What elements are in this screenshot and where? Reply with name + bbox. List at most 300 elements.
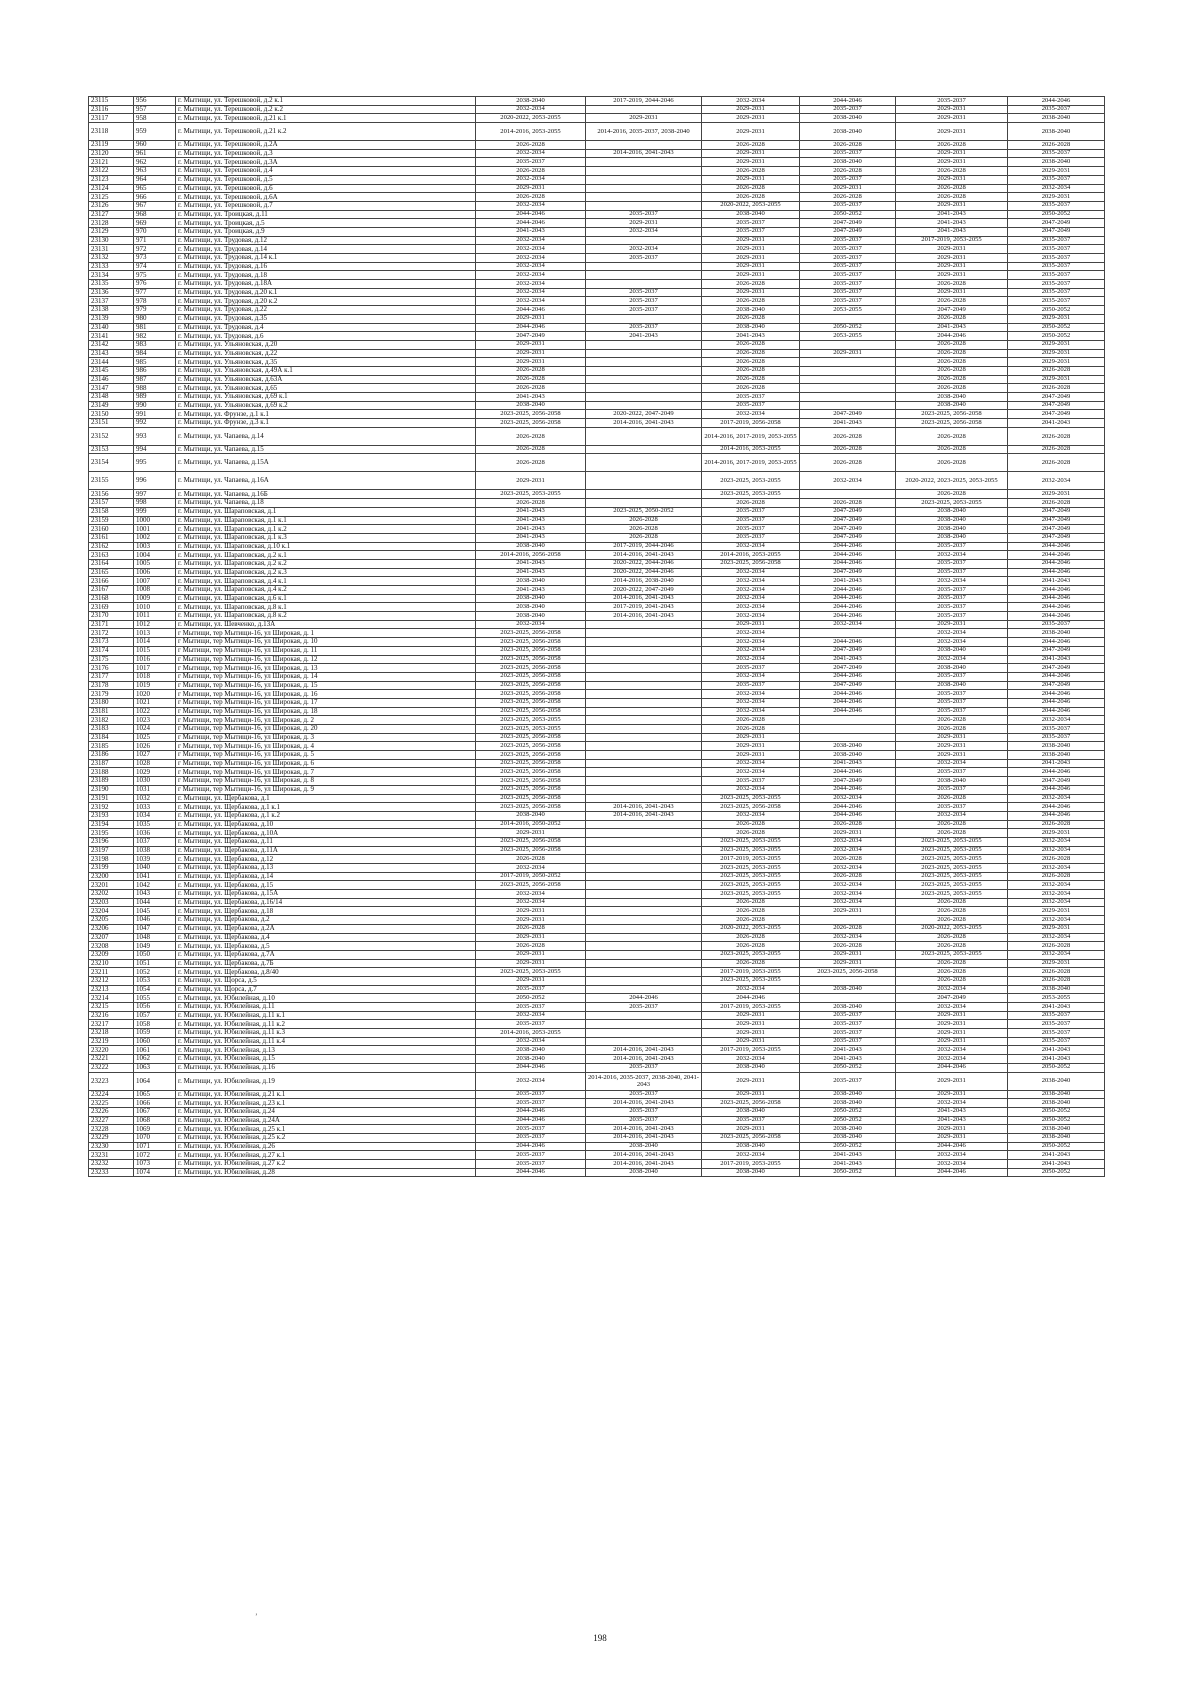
cell-row-number: 1024 xyxy=(134,725,176,734)
cell-period-3: 2017-2019, 2053-2055 xyxy=(702,968,800,977)
cell-row-number: 965 xyxy=(134,184,176,193)
cell-period-6: 2044-2046 xyxy=(1008,707,1105,716)
cell-period-4: 2047-2049 xyxy=(800,664,896,673)
cell-row-id: 23192 xyxy=(89,803,134,812)
cell-period-5: 2026-2028 xyxy=(896,454,1008,472)
cell-row-number: 1011 xyxy=(134,612,176,621)
cell-period-5: 2023-2025, 2053-2055 xyxy=(896,837,1008,846)
cell-period-1: 2044-2046 xyxy=(476,1142,586,1151)
cell-period-4: 2047-2049 xyxy=(800,777,896,786)
cell-period-6: 2032-2034 xyxy=(1008,864,1105,873)
cell-row-id: 23164 xyxy=(89,559,134,568)
cell-period-5: 2026-2028 xyxy=(896,427,1008,445)
cell-row-id: 23213 xyxy=(89,985,134,994)
cell-period-4: 2029-2031 xyxy=(800,829,896,838)
cell-period-2 xyxy=(586,620,702,629)
cell-period-5: 2026-2028 xyxy=(896,297,1008,306)
cell-address: г. Мытищи, ул. Юбилейная, д.10 xyxy=(176,994,476,1003)
cell-period-5: 2044-2046 xyxy=(896,1063,1008,1072)
cell-period-6: 2047-2049 xyxy=(1008,410,1105,419)
cell-period-5: 2029-2031 xyxy=(896,149,1008,158)
cell-address: г Мытищи, тер Мытищи-16, ул Широкая, д. 2 xyxy=(176,716,476,725)
cell-row-number: 1002 xyxy=(134,533,176,542)
cell-row-id: 23151 xyxy=(89,419,134,428)
cell-row-number: 985 xyxy=(134,358,176,367)
cell-row-id: 23121 xyxy=(89,158,134,167)
register-table-container xyxy=(88,96,1104,1177)
table-row xyxy=(89,167,1105,176)
table-row xyxy=(89,288,1105,297)
cell-period-5: 2023-2025, 2053-2055 xyxy=(896,855,1008,864)
cell-period-3: 2026-2028 xyxy=(702,358,800,367)
table-row xyxy=(89,837,1105,846)
cell-period-3: 2026-2028 xyxy=(702,829,800,838)
cell-row-number: 966 xyxy=(134,193,176,202)
cell-period-1: 2023-2025, 2056-2058 xyxy=(476,690,586,699)
cell-period-4: 2050-2052 xyxy=(800,1063,896,1072)
table-row xyxy=(89,184,1105,193)
cell-row-id: 23127 xyxy=(89,210,134,219)
cell-address: г. Мытищи, ул. Трудовая, д.14 к.1 xyxy=(176,254,476,263)
cell-period-6: 2035-2037 xyxy=(1008,620,1105,629)
cell-period-5: 2026-2028 xyxy=(896,349,1008,358)
cell-period-2 xyxy=(586,681,702,690)
cell-row-number: 1061 xyxy=(134,1046,176,1055)
cell-address: г. Мытищи, ул. Щербакова, д.16/14 xyxy=(176,898,476,907)
cell-period-5: 2017-2019, 2053-2055 xyxy=(896,236,1008,245)
cell-row-id: 23176 xyxy=(89,664,134,673)
cell-address: г. Мытищи, ул. Юбилейная, д.11 к.2 xyxy=(176,1020,476,1029)
cell-row-id: 23175 xyxy=(89,655,134,664)
cell-period-6: 2038-2040 xyxy=(1008,1099,1105,1108)
cell-period-4 xyxy=(800,716,896,725)
cell-period-3: 2035-2037 xyxy=(702,507,800,516)
table-row xyxy=(89,777,1105,786)
cell-period-5: 2026-2028 xyxy=(896,375,1008,384)
cell-period-6: 2050-2052 xyxy=(1008,1168,1105,1177)
cell-period-5: 2023-2025, 2053-2055 xyxy=(896,950,1008,959)
cell-period-4: 2035-2037 xyxy=(800,1011,896,1020)
cell-address: г. Мытищи, ул. Шараповская, д.1 к.1 xyxy=(176,516,476,525)
cell-period-5: 2044-2046 xyxy=(896,1168,1008,1177)
cell-period-2: 2035-2037 xyxy=(586,306,702,315)
cell-period-6: 2026-2028 xyxy=(1008,384,1105,393)
cell-period-4: 2026-2028 xyxy=(800,855,896,864)
cell-address: г. Мытищи, ул. Юбилейная, д.13 xyxy=(176,1046,476,1055)
cell-row-number: 1010 xyxy=(134,603,176,612)
cell-period-2 xyxy=(586,777,702,786)
cell-period-6: 2026-2028 xyxy=(1008,872,1105,881)
cell-period-1: 2023-2025, 2056-2058 xyxy=(476,664,586,673)
table-row xyxy=(89,1055,1105,1064)
cell-period-5: 2026-2028 xyxy=(896,280,1008,289)
cell-address: г. Мытищи, ул. Терешковой, д.2А xyxy=(176,141,476,150)
cell-address: г. Мытищи, ул. Чапаева, д.15А xyxy=(176,454,476,472)
cell-period-6: 2041-2043 xyxy=(1008,655,1105,664)
cell-period-2: 2014-2016, 2041-2043 xyxy=(586,1055,702,1064)
cell-address: г. Мытищи, ул. Трудовая, д.18А xyxy=(176,280,476,289)
cell-period-3: 2032-2034 xyxy=(702,594,800,603)
cell-period-4: 2032-2034 xyxy=(800,864,896,873)
cell-period-4: 2035-2037 xyxy=(800,1072,896,1090)
cell-period-2 xyxy=(586,855,702,864)
cell-period-6: 2047-2049 xyxy=(1008,219,1105,228)
cell-period-1: 2035-2037 xyxy=(476,1099,586,1108)
cell-row-id: 23172 xyxy=(89,629,134,638)
cell-row-number: 1001 xyxy=(134,525,176,534)
cell-period-6: 2032-2034 xyxy=(1008,916,1105,925)
cell-period-6: 2044-2046 xyxy=(1008,603,1105,612)
table-row xyxy=(89,158,1105,167)
cell-period-6: 2047-2049 xyxy=(1008,681,1105,690)
cell-row-number: 1064 xyxy=(134,1072,176,1090)
cell-period-3: 2029-2031 xyxy=(702,1072,800,1090)
cell-row-number: 980 xyxy=(134,314,176,323)
table-row xyxy=(89,759,1105,768)
cell-period-2 xyxy=(586,1011,702,1020)
cell-row-number: 987 xyxy=(134,375,176,384)
cell-period-6: 2041-2043 xyxy=(1008,1046,1105,1055)
cell-period-6: 2035-2037 xyxy=(1008,1020,1105,1029)
cell-row-number: 1038 xyxy=(134,846,176,855)
cell-row-id: 23182 xyxy=(89,716,134,725)
cell-period-5: 2032-2034 xyxy=(896,759,1008,768)
cell-row-number: 1063 xyxy=(134,1063,176,1072)
table-row xyxy=(89,612,1105,621)
cell-period-6: 2041-2043 xyxy=(1008,1160,1105,1169)
cell-period-6: 2035-2037 xyxy=(1008,175,1105,184)
cell-address: г. Мытищи, ул. Щорса, д.5 xyxy=(176,976,476,985)
cell-address: г Мытищи, тер Мытищи-16, ул Широкая, д. 16 xyxy=(176,690,476,699)
cell-period-3: 2032-2034 xyxy=(702,638,800,647)
cell-period-2 xyxy=(586,105,702,114)
cell-row-id: 23198 xyxy=(89,855,134,864)
cell-period-4: 2041-2043 xyxy=(800,1046,896,1055)
table-row xyxy=(89,254,1105,263)
cell-row-number: 1052 xyxy=(134,968,176,977)
cell-period-1: 2023-2025, 2056-2058 xyxy=(476,881,586,890)
cell-period-5: 2035-2037 xyxy=(896,785,1008,794)
table-row xyxy=(89,629,1105,638)
cell-period-5: 2035-2037 xyxy=(896,559,1008,568)
cell-period-2 xyxy=(586,794,702,803)
cell-row-number: 974 xyxy=(134,262,176,271)
cell-row-id: 23195 xyxy=(89,829,134,838)
cell-row-id: 23233 xyxy=(89,1168,134,1177)
cell-period-2: 2035-2037 xyxy=(586,1116,702,1125)
cell-period-2 xyxy=(586,890,702,899)
cell-period-1: 2029-2031 xyxy=(476,976,586,985)
cell-period-2: 2035-2037 xyxy=(586,210,702,219)
cell-period-3: 2032-2034 xyxy=(702,612,800,621)
cell-period-2 xyxy=(586,401,702,410)
cell-period-1: 2044-2046 xyxy=(476,219,586,228)
table-row xyxy=(89,855,1105,864)
cell-period-6: 2044-2046 xyxy=(1008,594,1105,603)
table-row xyxy=(89,1133,1105,1142)
cell-period-2: 2014-2016, 2035-2037, 2038-2040, 2041-2043 xyxy=(586,1072,702,1090)
cell-period-5: 2032-2034 xyxy=(896,629,1008,638)
cell-period-3: 2032-2034 xyxy=(702,1055,800,1064)
cell-row-number: 1033 xyxy=(134,803,176,812)
cell-period-2 xyxy=(586,375,702,384)
cell-period-1: 2029-2031 xyxy=(476,916,586,925)
cell-period-3: 2029-2031 xyxy=(702,123,800,141)
cell-row-id: 23120 xyxy=(89,149,134,158)
cell-period-2 xyxy=(586,707,702,716)
cell-period-1: 2032-2034 xyxy=(476,254,586,263)
cell-row-number: 958 xyxy=(134,114,176,123)
cell-period-4: 2035-2037 xyxy=(800,236,896,245)
cell-address: г. Мытищи, ул. Шараповская, д.8 к.2 xyxy=(176,612,476,621)
cell-period-4: 2029-2031 xyxy=(800,959,896,968)
cell-period-4: 2041-2043 xyxy=(800,1151,896,1160)
cell-row-number: 976 xyxy=(134,280,176,289)
cell-period-1: 2035-2037 xyxy=(476,1125,586,1134)
cell-period-3: 2032-2034 xyxy=(702,1151,800,1160)
cell-period-6: 2026-2028 xyxy=(1008,366,1105,375)
cell-period-4: 2026-2028 xyxy=(800,193,896,202)
cell-row-number: 1035 xyxy=(134,820,176,829)
cell-period-6: 2026-2028 xyxy=(1008,976,1105,985)
cell-address: г Мытищи, тер Мытищи-16, ул Широкая, д. 9 xyxy=(176,785,476,794)
table-row xyxy=(89,114,1105,123)
cell-row-id: 23139 xyxy=(89,314,134,323)
cell-period-2: 2026-2028 xyxy=(586,533,702,542)
cell-row-number: 1012 xyxy=(134,620,176,629)
cell-period-2 xyxy=(586,785,702,794)
cell-address: г. Мытищи, ул. Ульяновская, д.49А к.1 xyxy=(176,366,476,375)
cell-period-5: 2029-2031 xyxy=(896,254,1008,263)
cell-period-3: 2032-2034 xyxy=(702,759,800,768)
cell-period-1: 2023-2025, 2056-2058 xyxy=(476,410,586,419)
cell-period-1: 2026-2028 xyxy=(476,366,586,375)
cell-period-2 xyxy=(586,1029,702,1038)
cell-period-6: 2029-2031 xyxy=(1008,193,1105,202)
cell-period-1: 2023-2025, 2056-2058 xyxy=(476,803,586,812)
cell-row-id: 23189 xyxy=(89,777,134,786)
cell-period-6: 2035-2037 xyxy=(1008,280,1105,289)
cell-period-4: 2035-2037 xyxy=(800,1037,896,1046)
cell-period-6: 2035-2037 xyxy=(1008,149,1105,158)
cell-period-2 xyxy=(586,655,702,664)
cell-period-3: 2026-2028 xyxy=(702,933,800,942)
cell-period-3: 2026-2028 xyxy=(702,959,800,968)
cell-period-1: 2014-2016, 2056-2058 xyxy=(476,551,586,560)
cell-row-id: 23204 xyxy=(89,907,134,916)
cell-row-number: 983 xyxy=(134,340,176,349)
cell-period-6: 2032-2034 xyxy=(1008,794,1105,803)
cell-address: г. Мытищи, ул. Ульяновская, д.22 xyxy=(176,349,476,358)
cell-period-4: 2047-2049 xyxy=(800,533,896,542)
cell-period-3: 2032-2034 xyxy=(702,586,800,595)
cell-period-6: 2044-2046 xyxy=(1008,612,1105,621)
cell-row-id: 23125 xyxy=(89,193,134,202)
cell-period-1: 2032-2034 xyxy=(476,288,586,297)
cell-period-5: 2035-2037 xyxy=(896,594,1008,603)
cell-period-6: 2035-2037 xyxy=(1008,288,1105,297)
cell-period-1: 2041-2043 xyxy=(476,568,586,577)
table-row xyxy=(89,401,1105,410)
cell-period-1: 2026-2028 xyxy=(476,167,586,176)
cell-period-6: 2029-2031 xyxy=(1008,490,1105,499)
cell-period-5: 2041-2043 xyxy=(896,227,1008,236)
cell-address: г Мытищи, тер Мытищи-16, ул Широкая, д. 17 xyxy=(176,698,476,707)
table-row xyxy=(89,306,1105,315)
cell-row-number: 989 xyxy=(134,393,176,402)
cell-row-id: 23206 xyxy=(89,924,134,933)
table-row xyxy=(89,872,1105,881)
cell-period-2 xyxy=(586,898,702,907)
cell-row-number: 1037 xyxy=(134,837,176,846)
cell-period-2 xyxy=(586,454,702,472)
cell-row-id: 23130 xyxy=(89,236,134,245)
cell-period-3: 2029-2031 xyxy=(702,158,800,167)
cell-period-2 xyxy=(586,846,702,855)
table-row xyxy=(89,1090,1105,1099)
cell-period-3: 2017-2019, 2053-2055 xyxy=(702,1046,800,1055)
cell-period-1: 2041-2043 xyxy=(476,507,586,516)
cell-period-6: 2035-2037 xyxy=(1008,201,1105,210)
cell-period-2 xyxy=(586,638,702,647)
cell-period-5: 2038-2040 xyxy=(896,646,1008,655)
cell-address: г. Мытищи, ул. Терешковой, д.6А xyxy=(176,193,476,202)
cell-address: г. Мытищи, ул. Шараповская, д.4 к.1 xyxy=(176,577,476,586)
cell-period-1: 2032-2034 xyxy=(476,864,586,873)
table-row xyxy=(89,384,1105,393)
cell-period-6: 2050-2052 xyxy=(1008,306,1105,315)
cell-address: г. Мытищи, ул. Чапаева, д.18 xyxy=(176,499,476,508)
cell-period-6: 2044-2046 xyxy=(1008,768,1105,777)
cell-period-2 xyxy=(586,733,702,742)
cell-address: г. Мытищи, ул. Юбилейная, д.21 к.1 xyxy=(176,1090,476,1099)
cell-row-id: 23177 xyxy=(89,672,134,681)
cell-row-id: 23211 xyxy=(89,968,134,977)
cell-period-2 xyxy=(586,672,702,681)
cell-period-1: 2023-2025, 2056-2058 xyxy=(476,733,586,742)
cell-period-6: 2035-2037 xyxy=(1008,1037,1105,1046)
repair-schedule-table xyxy=(88,96,1105,1177)
cell-row-number: 967 xyxy=(134,201,176,210)
cell-period-6: 2035-2037 xyxy=(1008,262,1105,271)
table-row xyxy=(89,245,1105,254)
cell-period-4: 2047-2049 xyxy=(800,227,896,236)
cell-row-number: 981 xyxy=(134,323,176,332)
cell-row-number: 1028 xyxy=(134,759,176,768)
cell-period-3: 2032-2034 xyxy=(702,629,800,638)
cell-period-5: 2032-2034 xyxy=(896,985,1008,994)
table-row xyxy=(89,1160,1105,1169)
cell-address: г. Мытищи, ул. Щербакова, д.1 к.1 xyxy=(176,803,476,812)
cell-period-4: 2047-2049 xyxy=(800,507,896,516)
cell-period-2 xyxy=(586,950,702,959)
cell-row-id: 23163 xyxy=(89,551,134,560)
cell-address: г Мытищи, тер Мытищи-16, ул Широкая, д. 6 xyxy=(176,759,476,768)
cell-period-1: 2032-2034 xyxy=(476,1037,586,1046)
cell-row-id: 23168 xyxy=(89,594,134,603)
cell-period-2: 2044-2046 xyxy=(586,994,702,1003)
cell-address: г. Мытищи, ул. Трудовая, д.22 xyxy=(176,306,476,315)
cell-period-6: 2044-2046 xyxy=(1008,638,1105,647)
cell-row-id: 23161 xyxy=(89,533,134,542)
cell-period-6: 2038-2040 xyxy=(1008,1072,1105,1090)
cell-address: г. Мытищи, ул. Шараповская, д.6 к.1 xyxy=(176,594,476,603)
cell-period-1: 2023-2025, 2056-2058 xyxy=(476,681,586,690)
cell-period-4: 2041-2043 xyxy=(800,1160,896,1169)
cell-period-4: 2035-2037 xyxy=(800,105,896,114)
table-row xyxy=(89,149,1105,158)
cell-row-id: 23162 xyxy=(89,542,134,551)
cell-period-3: 2014-2016, 2017-2019, 2053-2055 xyxy=(702,454,800,472)
cell-period-2 xyxy=(586,358,702,367)
cell-period-1: 2038-2040 xyxy=(476,594,586,603)
cell-row-id: 23131 xyxy=(89,245,134,254)
cell-period-3: 2038-2040 xyxy=(702,323,800,332)
cell-row-id: 23126 xyxy=(89,201,134,210)
table-row xyxy=(89,507,1105,516)
cell-period-6: 2050-2052 xyxy=(1008,323,1105,332)
cell-period-2 xyxy=(586,629,702,638)
cell-row-number: 1070 xyxy=(134,1133,176,1142)
cell-row-number: 1027 xyxy=(134,751,176,760)
cell-period-3: 2023-2025, 2056-2058 xyxy=(702,1099,800,1108)
cell-period-3: 2029-2031 xyxy=(702,114,800,123)
cell-period-1: 2017-2019, 2050-2052 xyxy=(476,872,586,881)
cell-period-2 xyxy=(586,141,702,150)
cell-period-1: 2020-2022, 2053-2055 xyxy=(476,114,586,123)
cell-period-1: 2038-2040 xyxy=(476,1055,586,1064)
cell-period-5: 2032-2034 xyxy=(896,1055,1008,1064)
table-row xyxy=(89,1072,1105,1090)
cell-address: г. Мытищи, ул. Терешковой, д.3 xyxy=(176,149,476,158)
cell-period-2 xyxy=(586,646,702,655)
cell-period-1: 2035-2037 xyxy=(476,1160,586,1169)
cell-period-4: 2053-2055 xyxy=(800,306,896,315)
cell-period-6: 2029-2031 xyxy=(1008,340,1105,349)
cell-row-number: 1025 xyxy=(134,733,176,742)
cell-period-5: 2035-2037 xyxy=(896,97,1008,106)
cell-period-5: 2029-2031 xyxy=(896,1029,1008,1038)
cell-period-6: 2032-2034 xyxy=(1008,950,1105,959)
cell-period-6: 2041-2043 xyxy=(1008,759,1105,768)
cell-period-5: 2032-2034 xyxy=(896,811,1008,820)
cell-period-1: 2023-2025, 2056-2058 xyxy=(476,629,586,638)
cell-address: г. Мытищи, ул. Шараповская, д.1 xyxy=(176,507,476,516)
cell-row-id: 23145 xyxy=(89,366,134,375)
cell-period-6: 2029-2031 xyxy=(1008,349,1105,358)
cell-period-4: 2044-2046 xyxy=(800,612,896,621)
cell-period-5: 2029-2031 xyxy=(896,288,1008,297)
cell-period-6: 2029-2031 xyxy=(1008,358,1105,367)
cell-period-1: 2023-2025, 2056-2058 xyxy=(476,794,586,803)
cell-period-4: 2044-2046 xyxy=(800,707,896,716)
cell-row-id: 23196 xyxy=(89,837,134,846)
cell-address: г. Мытищи, ул. Шараповская, д.10 к.1 xyxy=(176,542,476,551)
table-row xyxy=(89,490,1105,499)
cell-period-1: 2038-2040 xyxy=(476,603,586,612)
cell-period-4: 2038-2040 xyxy=(800,1003,896,1012)
cell-period-5: 2026-2028 xyxy=(896,167,1008,176)
cell-period-2 xyxy=(586,366,702,375)
cell-row-id: 23181 xyxy=(89,707,134,716)
cell-period-6: 2044-2046 xyxy=(1008,97,1105,106)
cell-period-2: 2038-2040 xyxy=(586,1168,702,1177)
cell-period-6: 2032-2034 xyxy=(1008,881,1105,890)
cell-period-1: 2014-2016, 2053-2055 xyxy=(476,1029,586,1038)
cell-period-3: 2038-2040 xyxy=(702,1142,800,1151)
cell-row-id: 23188 xyxy=(89,768,134,777)
cell-period-5: 2029-2031 xyxy=(896,1133,1008,1142)
